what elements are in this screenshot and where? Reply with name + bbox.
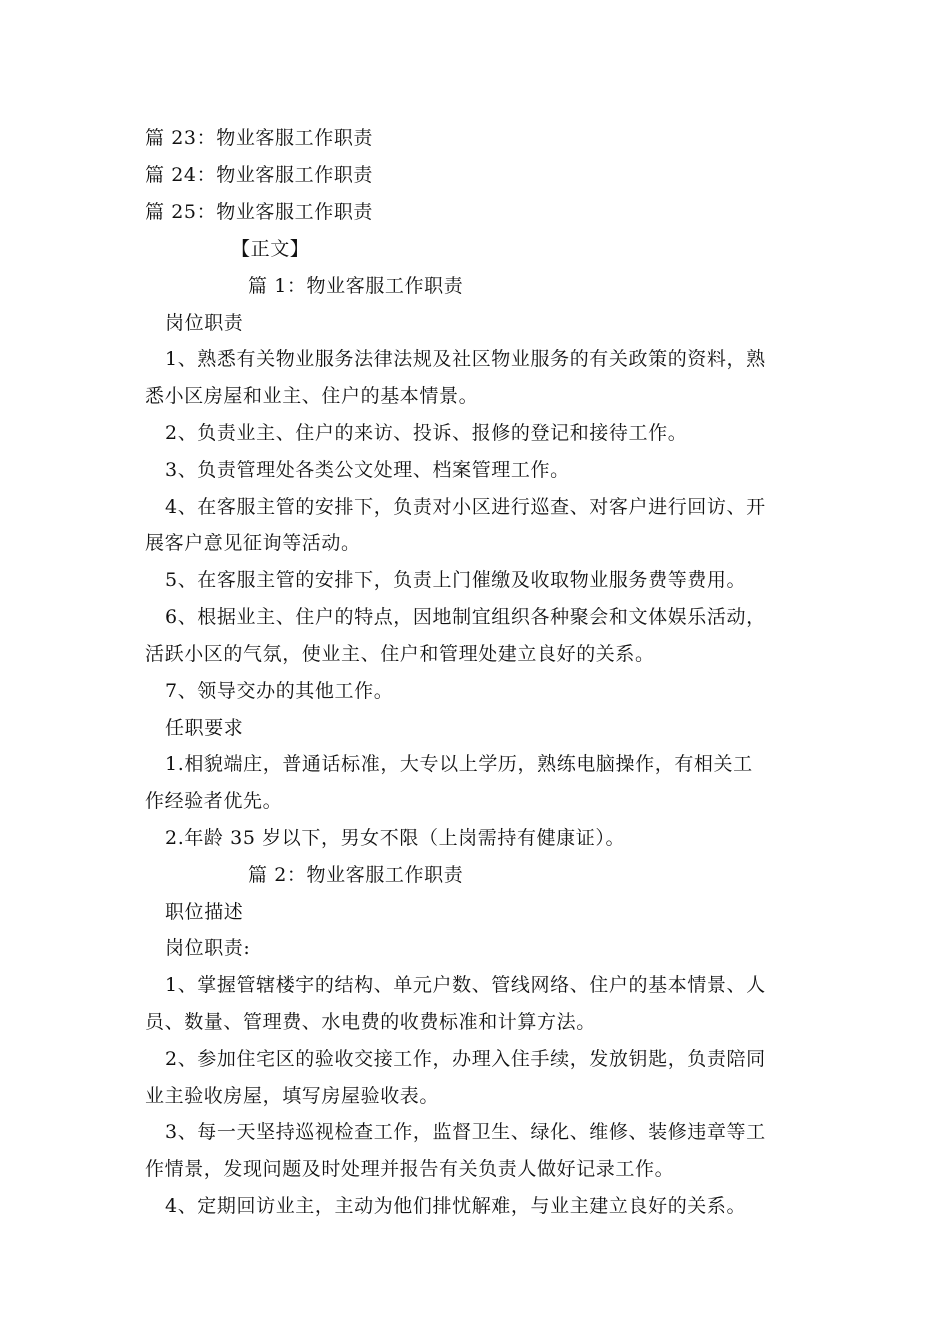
article2-title: 篇 2：物业客服工作职责 — [248, 864, 464, 886]
article2-duty-line: 2、参加住宅区的验收交接工作，办理入住手续，发放钥匙，负责陪同 — [165, 1048, 766, 1070]
article1-duty-line: 1、熟悉有关物业服务法律法规及社区物业服务的有关政策的资料，熟 — [165, 348, 766, 370]
toc-entry-24: 篇 24：物业客服工作职责 — [145, 164, 374, 186]
article1-duty-line: 7、领导交办的其他工作。 — [165, 680, 394, 702]
article1-requirement-line: 1.相貌端庄，普通话标准，大专以上学历，熟练电脑操作，有相关工 — [165, 753, 753, 775]
article1-requirement-line: 作经验者优先。 — [145, 790, 283, 812]
article1-section1-heading: 岗位职责 — [165, 312, 244, 334]
article1-duty-line: 5、在客服主管的安排下，负责上门催缴及收取物业服务费等费用。 — [165, 569, 747, 591]
article2-section1-heading: 职位描述 — [165, 901, 244, 923]
article2-duty-line: 业主验收房屋，填写房屋验收表。 — [145, 1085, 440, 1107]
article1-duty-line: 悉小区房屋和业主、住户的基本情景。 — [145, 385, 479, 407]
toc-entry-25: 篇 25：物业客服工作职责 — [145, 201, 374, 223]
body-label: 【正文】 — [231, 238, 310, 260]
article2-duty-line: 3、每一天坚持巡视检查工作，监督卫生、绿化、维修、装修违章等工 — [165, 1121, 766, 1143]
article1-duty-line: 3、负责管理处各类公文处理、档案管理工作。 — [165, 459, 570, 481]
article2-duty-line: 作情景，发现问题及时处理并报告有关负责人做好记录工作。 — [145, 1158, 675, 1180]
toc-entry-23: 篇 23：物业客服工作职责 — [145, 127, 374, 149]
article2-duty-line: 4、定期回访业主，主动为他们排忧解难，与业主建立良好的关系。 — [165, 1195, 747, 1217]
article1-duty-line: 6、根据业主、住户的特点，因地制宜组织各种聚会和文体娱乐活动， — [165, 606, 766, 628]
article1-duty-line: 2、负责业主、住户的来访、投诉、报修的登记和接待工作。 — [165, 422, 688, 444]
article1-duty-line: 4、在客服主管的安排下，负责对小区进行巡查、对客户进行回访、开 — [165, 496, 766, 518]
article1-duty-line: 活跃小区的气氛，使业主、住户和管理处建立良好的关系。 — [145, 643, 655, 665]
article1-requirement-line: 2.年龄 35 岁以下，男女不限（上岗需持有健康证）。 — [165, 827, 626, 849]
article1-section2-heading: 任职要求 — [165, 717, 244, 739]
article1-title: 篇 1：物业客服工作职责 — [248, 275, 464, 297]
article2-section2-heading: 岗位职责: — [165, 937, 251, 959]
article1-duty-line: 展客户意见征询等活动。 — [145, 532, 361, 554]
article2-duty-line: 1、掌握管辖楼宇的结构、单元户数、管线网络、住户的基本情景、人 — [165, 974, 766, 996]
article2-duty-line: 员、数量、管理费、水电费的收费标准和计算方法。 — [145, 1011, 596, 1033]
